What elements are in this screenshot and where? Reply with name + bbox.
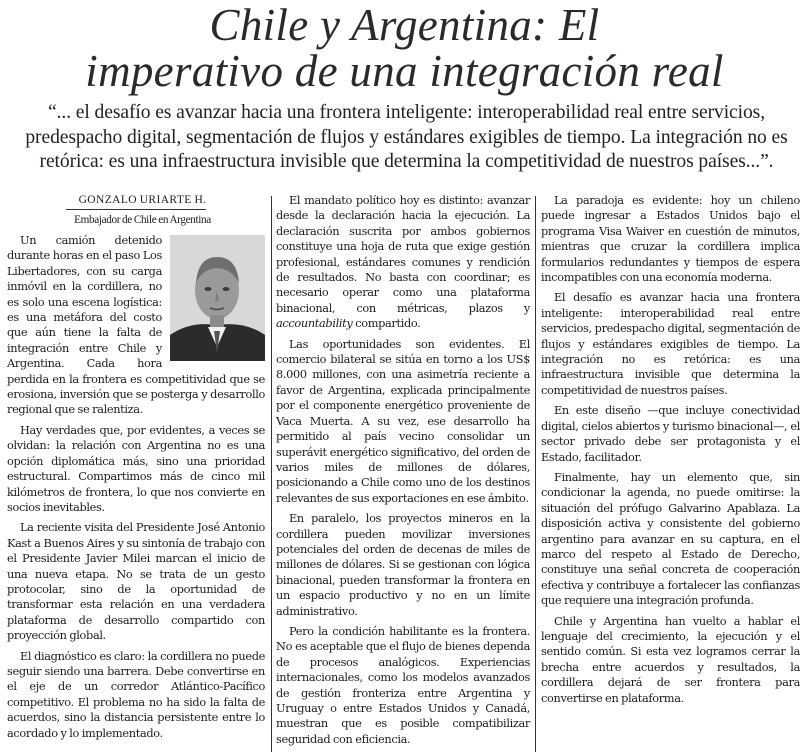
column-divider-right bbox=[535, 196, 536, 752]
headline-line-1: Chile y Argentina: El bbox=[209, 0, 600, 50]
column-divider-left bbox=[271, 196, 272, 752]
paragraph-11: En este diseño —que incluye conectividad digital, cielos abiertos y turismo binacional—, el sector privado debe ser protagonista y el Estado, facilitador. bbox=[541, 403, 800, 464]
paragraph-1: Un camión detenido durante horas en el paso Los Libertadores, con su carga inmóvil en la cordillera, no es solo una escena logística: es una metáfora del costo que aún tiene la falta de integración entre Chile y Argentina. Cada hora perdida en la frontera es competitividad que se erosiona, inversión que se posterga y desarrollo regional que se ralentiza. bbox=[7, 233, 265, 417]
paragraph-10: El desafío es avanzar hacia una frontera inteligente: interoperabilidad real entre servicios, predespacho digital, segmentación de flujos y estándares exigibles de tiempo. La integración no es retórica: es una infraestructura invisible que determina la competitividad de nuestros países. bbox=[541, 290, 800, 397]
column-1 bbox=[7, 193, 265, 741]
column-3-content bbox=[541, 193, 800, 706]
pull-quote: “... el desafío es avanzar hacia una frontera inteligente: interoperabilidad real entre servicios, predespacho digital, segmentación de flujos y estándares exigibles de tiempo. La integración no es retórica: es una infraestructura invisible que determina la competitividad de nuestros países...”. bbox=[25, 102, 788, 172]
column-2-content bbox=[276, 193, 530, 747]
byline-role: Embajador de Chile en Argentina bbox=[74, 214, 211, 226]
paragraph-13: Chile y Argentina han vuelto a hablar el lenguaje del crecimiento, la ejecución y el sentido común. Si esta vez logramos cerrar la brecha entre acuerdos y resultados, la cordillera dejará de ser frontera para convertirse en plataforma. bbox=[541, 613, 800, 705]
paragraph-6: Las oportunidades son evidentes. El comercio bilateral se sitúa en torno a los US$ 8.000 millones, con una asimetría reciente a favor de Argentina, explicada principalmente por el componente energético proveniente de Vaca Muerta. A su vez, ese desarrollo ha permitido al país vecino consolidar un superávit energético significativo, del orden de varios miles de millones de dólares, posicionando a Chile como uno de los destinos relevantes de sus exportaciones en ese ámbito. bbox=[276, 336, 530, 505]
byline-rule bbox=[66, 209, 206, 210]
paragraph-2: Hay verdades que, por evidentes, a veces se olvidan: la relación con Argentina no es una opción diplomática más, sino una prioridad estructural. Compartimos más de cinco mil kilómetros de frontera, lo que nos convierte en socios inevitables. bbox=[7, 422, 265, 514]
paragraph-4: El diagnóstico es claro: la cordillera no puede seguir siendo una barrera. Debe convertirse en el eje de un corredor Atlántico-Pacífico competitivo. El problema no ha sido la falta de acuerdos, sino la distancia persistente entre lo acordado y lo implementado. bbox=[7, 648, 265, 740]
headline bbox=[0, 2, 809, 94]
author-portrait-icon bbox=[170, 235, 265, 361]
paragraph-7: En paralelo, los proyectos mineros en la cordillera pueden movilizar inversiones potenciales del orden de decenas de miles de millones de dólares. Si se gestionan con lógica binacional, pueden transformar la frontera en un espacio productivo y no en un límite administrativo. bbox=[276, 511, 530, 618]
paragraph-9: La paradoja es evidente: hoy un chileno puede ingresar a Estados Unidos bajo el programa Visa Waiver en cuestión de minutos, mientras que cruzar la cordillera implica formularios redundantes y tiempos de espera incompatibles con una economía moderna. bbox=[541, 193, 800, 285]
paragraph-12: Finalmente, hay un elemento que, sin condicionar la agenda, no puede omitirse: la situación del prófugo Galvarino Apablaza. La disposición activa y consistente del gobierno argentino para avanzar en su captura, en el marco del respeto al Estado de Derecho, constituye una señal concreta de cooperación efectiva y contribuye a fortalecer las confianzas que requiere una integración profunda. bbox=[541, 469, 800, 608]
paragraph-8: Pero la condición habilitante es la frontera. No es aceptable que el flujo de bienes dependa de procesos analógicos. Experiencias internacionales, como los modelos avanzados de gestión fronteriza entre Argentina y Uruguay o entre Estados Unidos y Canadá, muestran que es posible compatibilizar seguridad con eficiencia. bbox=[276, 623, 530, 746]
headline-line-2: imperativo de una integración real bbox=[85, 46, 724, 96]
paragraph-3: La reciente visita del Presidente José Antonio Kast a Buenos Aires y su sintonía de trabajo con el Presidente Javier Milei marcan el inicio de una nueva etapa. No se trata de un gesto protocolar, sino de la oportunidad de transformar esta relación en una verdadera plataforma de desarrollo compartido con proyección global. bbox=[7, 520, 265, 643]
byline-name: GONZALO URIARTE H. bbox=[78, 194, 207, 206]
paragraph-5: El mandato político hoy es distinto: avanzar desde la declaración hacia la ejecución. La declaración suscrita por ambos gobiernos constituye una hoja de ruta que exige gestión profesional, estándares comunes y rendición de resultados. No basta con coordinar; es necesario operar como una plataforma binacional, con métricas, plazos y accountability compartido. bbox=[276, 193, 530, 331]
